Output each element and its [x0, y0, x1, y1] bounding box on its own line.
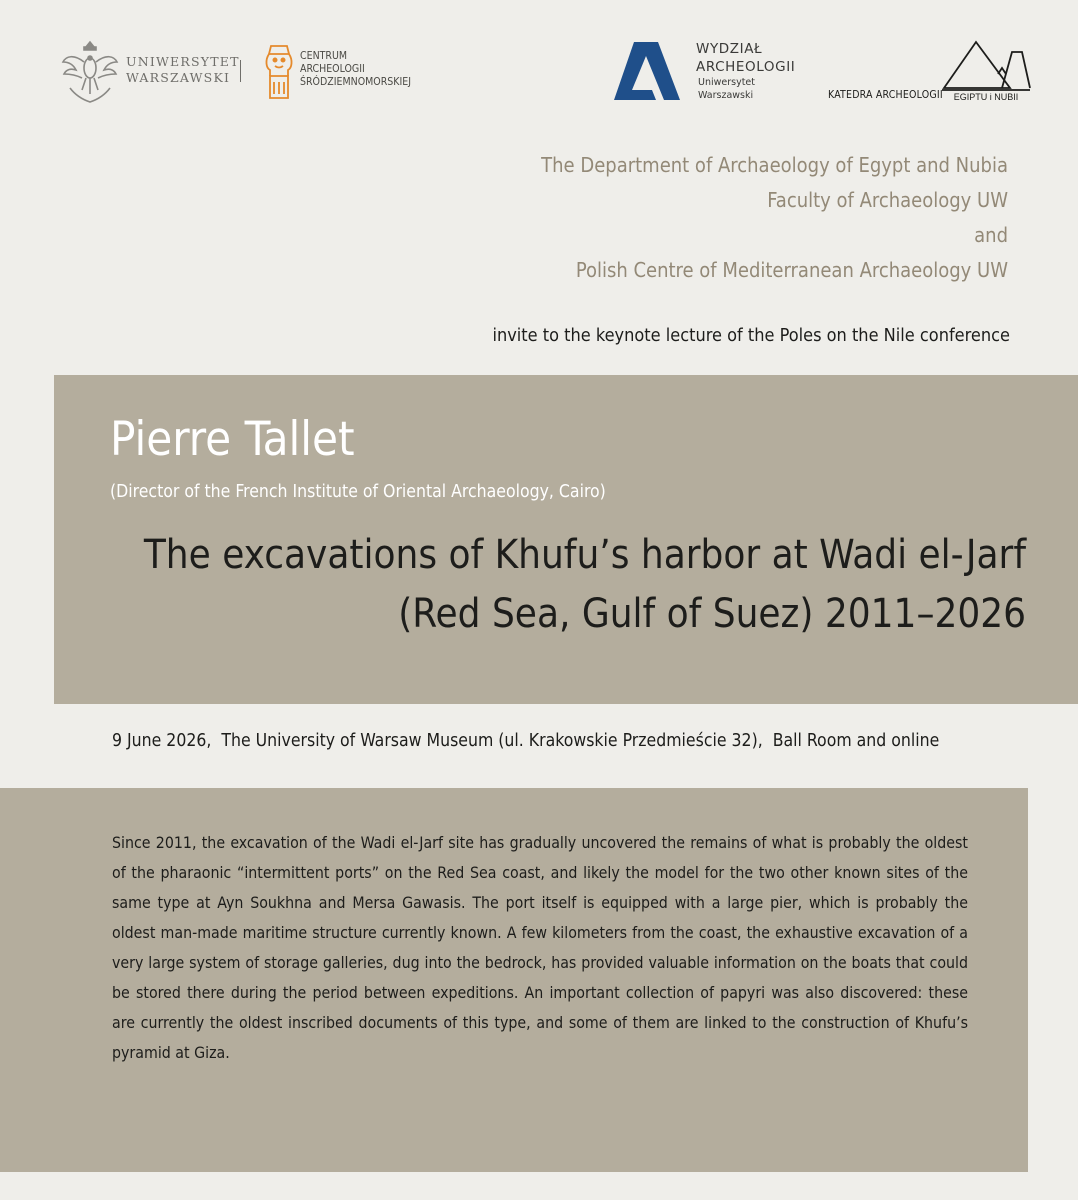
- centrum-name: [300, 50, 411, 89]
- organiser-faculty: Faculty of Archaeology UW: [767, 188, 1008, 212]
- organiser-centre: Polish Centre of Mediterranean Archaeology UW: [575, 258, 1008, 282]
- speaker-affiliation: (Director of the French Institute of Oriental Archaeology, Cairo): [110, 482, 606, 502]
- lecture-title-line2: (Red Sea, Gulf of Suez) 2011–2026: [398, 591, 1026, 637]
- uw-line1: UNIWERSYTET: [126, 54, 240, 69]
- lecture-title-line1: The excavations of Khufu’s harbor at Wadi el-Jarf: [143, 532, 1026, 578]
- organiser-conjunction: and: [974, 223, 1008, 247]
- katedra-label: KATEDRA ARCHEOLOGII: [828, 89, 943, 101]
- logo-divider: [240, 60, 241, 82]
- wydzial-line1: WYDZIAŁ: [696, 41, 763, 57]
- organiser-department: The Department of Archaeology of Egypt and Nubia: [541, 153, 1008, 177]
- speaker-name: Pierre Tallet: [110, 412, 355, 467]
- wydzial-line2: ARCHEOLOGII: [696, 59, 796, 75]
- abstract-text: Since 2011, the excavation of the Wadi el-Jarf site has gradually uncovered the remains of what is probably the oldest of the pharaonic “intermittent ports” on the Red Sea coast, and likely the model for the two other known sites of the same type at Ayn Soukhna and Mersa Gawasis. The port itself is equipped with a large pier, which is probably the oldest man-made maritime structure currently known. A few kilometers from the coast, the exhaustive excavation of a very large system of storage galleries, dug into the bedrock, has provided valuable information on the boats that could be stored there during the period between expeditions. An important collection of papyri was also discovered: these are currently the oldest inscribed documents of this type, and some of them are linked to the construction of Khufu’s pyramid at Giza.: [112, 833, 968, 1062]
- university-name: [126, 54, 240, 86]
- wydzial-subtitle: [698, 76, 755, 102]
- eagle-crest-icon: [60, 38, 120, 106]
- svg-text:EGIPTU i NUBII: EGIPTU i NUBII: [953, 92, 1019, 102]
- wydzial-archeologii-logo: [612, 38, 842, 106]
- wydzial-line4: Warszawski: [698, 90, 754, 101]
- invite-line: invite to the keynote lecture of the Poles on the Nile conference: [492, 325, 1010, 346]
- sphinx-figure-icon: [262, 42, 296, 102]
- centrum-archeologii-logo: [262, 42, 462, 104]
- wydzial-title: [696, 40, 795, 76]
- wydzial-line3: Uniwersytet: [698, 77, 755, 88]
- uw-line2: WARSZAWSKI: [126, 70, 231, 85]
- university-of-warsaw-logo: [60, 38, 240, 108]
- centrum-line1: CENTRUM: [300, 50, 348, 62]
- pyramids-logo-icon: [940, 38, 1032, 102]
- wydzial-a-mark-icon: [612, 42, 680, 100]
- centrum-line3: ŚRÓDZIEMNOMORSKIEJ: [300, 76, 412, 88]
- centrum-line2: ARCHEOLOGII: [300, 63, 365, 75]
- organisers-block: [541, 148, 1008, 288]
- lecture-title: [144, 526, 1026, 644]
- event-details: 9 June 2026, The University of Warsaw Museum (ul. Krakowskie Przedmieście 32), Ball Room and online: [112, 731, 940, 751]
